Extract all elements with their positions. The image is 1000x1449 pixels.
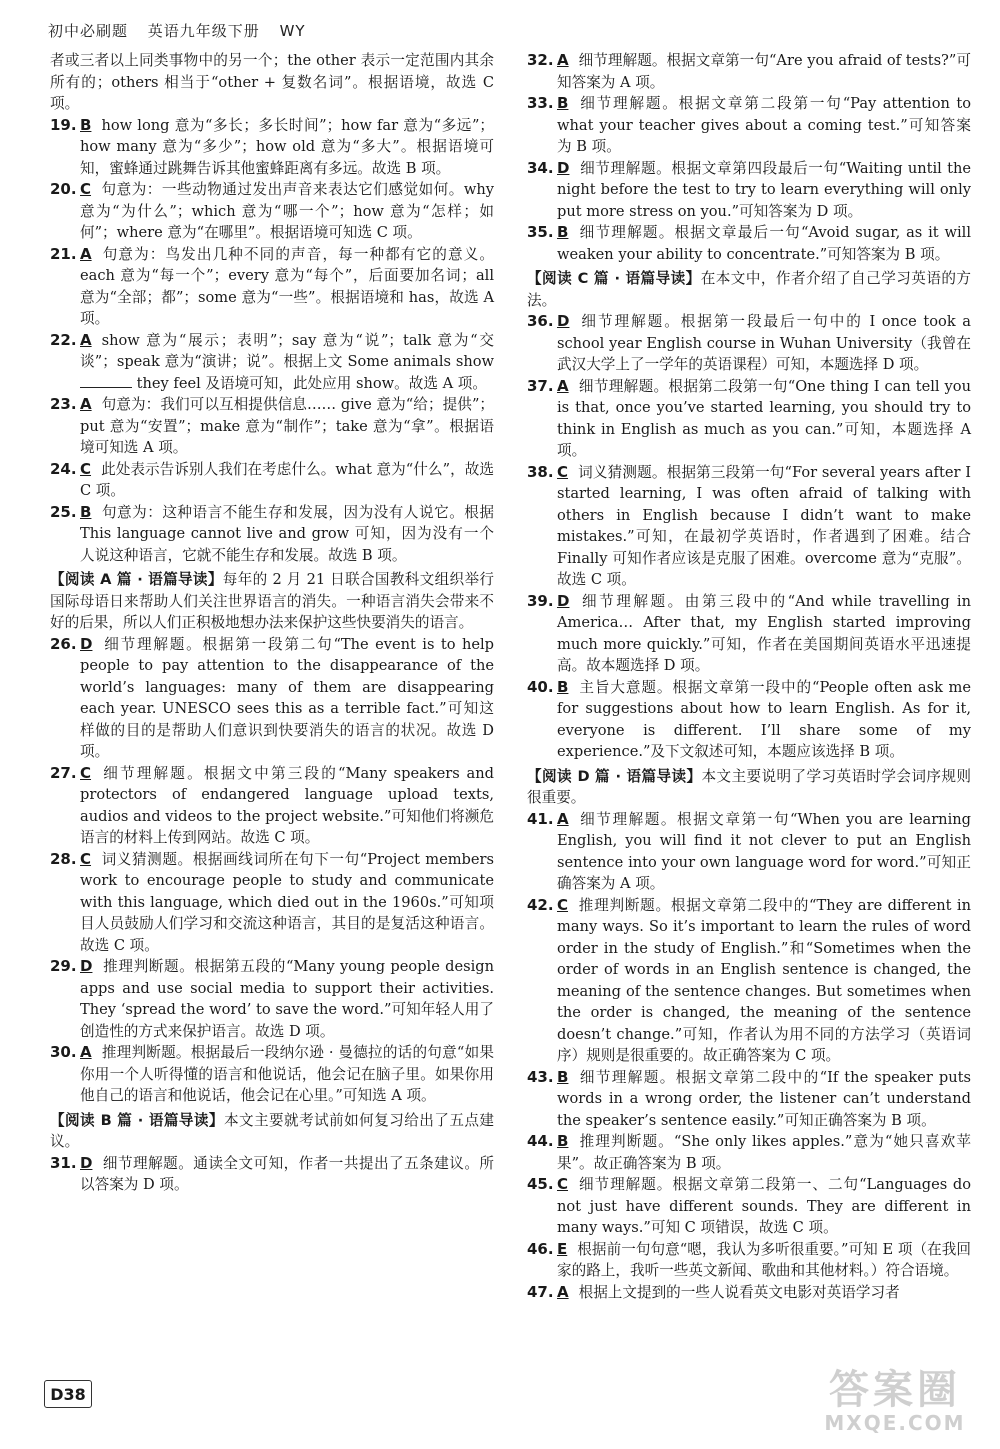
question-number: 36. — [527, 312, 554, 330]
guide-tag: 【阅读 B 篇 · 语篇导读】 — [50, 1111, 224, 1129]
question-number: 47. — [527, 1282, 554, 1301]
book-subject: 英语九年级下册 — [147, 22, 260, 40]
watermark-logo — [820, 1368, 970, 1438]
explanation-text: 句意为：鸟发出几种不同的声音，每一种都有它的意义。each 意为“每一个”；every 意为“每个”，后面要加名词；all 意为“全部；都”；some 意为“一些”。根据语境和 has，故选 A 项。 — [80, 245, 494, 327]
answer-item — [527, 1131, 971, 1174]
answer-list — [527, 311, 971, 763]
book-edition: WY — [279, 22, 306, 40]
explanation-text: 推理判断题。“She only likes apples.”意为“她只喜欢苹果”。故正确答案为 B 项。 — [557, 1133, 971, 1172]
answer-item — [50, 1042, 494, 1107]
answer-item — [527, 1282, 971, 1304]
question-number: 45. — [527, 1175, 554, 1193]
explanation-text: 细节理解题。根据文章最后一句“Avoid sugar, as it will weaken your ability to concentrate.”可知答案为 B 项。 — [557, 224, 971, 263]
answer-letter: B — [557, 1132, 569, 1150]
explanation-text: 词义猜测题。根据画线词所在句下一句“Project members work to encourage people to study and communicate with this language, which died out in the 1960s.”可知项目人员鼓励人们学习和交流这种语言，其目的是复活这种语言。故选 C 项。 — [80, 850, 494, 954]
answer-list — [527, 50, 971, 265]
question-number: 19. — [50, 115, 77, 134]
answer-letter: B — [557, 223, 569, 241]
answer-item — [527, 591, 971, 677]
answer-item — [50, 763, 494, 849]
question-number: 40. — [527, 677, 554, 696]
question-number: 31. — [50, 1153, 77, 1172]
question-number: 43. — [527, 1067, 554, 1086]
answer-letter: C — [557, 462, 569, 481]
question-number: 32. — [527, 51, 554, 69]
answer-list — [50, 1153, 494, 1196]
guide-b — [50, 1110, 494, 1153]
answer-letter: A — [557, 376, 569, 395]
explanation-text: 细节理解题。通读全文可知，作者一共提出了五条建议。所以答案为 D 项。 — [80, 1154, 494, 1193]
answer-list — [50, 115, 494, 567]
answer-item — [527, 158, 971, 223]
answer-letter: D — [557, 312, 570, 330]
answer-list — [527, 809, 971, 1304]
question-number: 42. — [527, 895, 554, 914]
answer-letter: A — [557, 1282, 569, 1301]
answer-letter: B — [557, 94, 569, 112]
explanation-text: 根据上文提到的一些人说看英文电影对英语学习者 — [578, 1283, 900, 1301]
question-number: 38. — [527, 462, 554, 481]
explanation-text: 根据前一句句意“嗯，我认为多听很重要。”可知 E 项（在我回家的路上，我听一些英文新闻、歌曲和其他材料。）符合语境。 — [557, 1240, 971, 1279]
watermark-url: MXQE.COM — [824, 1411, 966, 1435]
question-number: 39. — [527, 591, 554, 610]
explanation-text: 细节理解题。根据文章第二段中的“If the speaker puts words in a wrong order, the listener can’t understand the speaker’s sentence easily.”可知正确答案为 B 项。 — [557, 1068, 971, 1129]
answer-letter: C — [80, 180, 92, 198]
explanation-text: 句意为：这种语言不能生存和发展，因为没有人说它。根据 This language cannot live and grow 可知，因为没有一个人说这种语言，它就不能生存和发展。故选 B 项。 — [80, 503, 494, 564]
guide-text: 每年的 2 月 21 日联合国教科文组织举行国际母语日来帮助人们关注世界语言的消失。一种语言消失会带来不好的后果，所以人们正积极地想办法来保护这些快要消失的语言。 — [50, 571, 494, 631]
guide-tag: 【阅读 C 篇 · 语篇导读】 — [527, 270, 701, 287]
right-column — [527, 50, 971, 1303]
explanation-text: 细节理解题。根据文章第四段最后一句“Waiting until the night before the test to try to learn everything will only put more stress on you.”可知答案为 D 项。 — [557, 159, 971, 220]
answer-item — [50, 115, 494, 180]
explanation-text: 此处表示告诉别人我们在考虑什么。what 意为“什么”，故选 C 项。 — [80, 460, 494, 499]
answer-item — [527, 93, 971, 158]
answer-letter: D — [557, 591, 570, 610]
explanation-text: 细节理解题。根据文中第三段的“Many speakers and protectors of endangered language upload texts, audios and videos to the project website.”可知他们将濒危语言的材料上传到网站。故选 C 项。 — [80, 764, 494, 846]
answer-item — [527, 1239, 971, 1282]
answer-item — [50, 459, 494, 502]
explanation-text: 细节理解题。根据第二段第一句“One thing I can tell you is that, once you’ve started learning, you should try to think in English as much as you can.”可知，本题选择 A 项。 — [557, 377, 971, 459]
answer-item — [50, 330, 494, 395]
answer-letter: D — [557, 158, 570, 177]
guide-text: 在本文中，作者介绍了自己学习英语的方法。 — [527, 270, 971, 309]
answer-item — [527, 311, 971, 376]
question-number: 25. — [50, 502, 77, 521]
explanation-text: 词义猜测题。根据第三段第一句“For several years after I started learning, I was often afraid of talking with others in English because I didn’t want to make mistakes.”可知，在最初学英语时，作者遇到了困难。结合 Finally 可知作者应该是克服了困难。overcome 意为“克服”。故选 C 项。 — [557, 463, 971, 588]
answer-letter: E — [557, 1239, 568, 1258]
answer-letter: A — [80, 244, 92, 263]
continued-text: 者或三者以上同类事物中的另一个；the other 表示一定范围内其余所有的；others 相当于“other + 复数名词”。根据语境，故选 C 项。 — [50, 52, 494, 112]
question-number: 41. — [527, 809, 554, 828]
explanation-text: 主旨大意题。根据文章第一段中的“People often ask me for suggestions about how to learn English. As for it, everyone is different. I’ll share some of my experience.”及下文叙述可知，本题应该选择 B 项。 — [557, 678, 971, 760]
answer-item — [527, 809, 971, 895]
answer-letter: C — [80, 849, 92, 868]
question-number: 24. — [50, 459, 77, 478]
question-number: 28. — [50, 849, 77, 868]
book-series: 初中必刷题 — [48, 22, 129, 40]
explanation-text: 细节理解题。根据文章第一句“When you are learning English, you will find it not clever to put an English sentence into your own language word for word.”可知正确答案为 A 项。 — [557, 810, 971, 892]
question-number: 33. — [527, 94, 554, 112]
answer-item — [50, 502, 494, 567]
explanation-text: 推理判断题。根据第五段的“Many young people design apps and use social media to support their activities. They ‘spread the word’ to save the word.”可知年轻人用了创造性的方式来保护语言。故选 D 项。 — [80, 958, 494, 1040]
answer-letter: C — [557, 1175, 569, 1193]
answer-letter: A — [80, 330, 92, 349]
guide-a — [50, 569, 494, 634]
guide-tag: 【阅读 A 篇 · 语篇导读】 — [50, 571, 223, 588]
question-number: 29. — [50, 957, 77, 975]
question-number: 35. — [527, 223, 554, 241]
answer-letter: B — [80, 502, 92, 521]
explanation-text: 细节理解题。根据第一段最后一句中的 I once took a school year English course in Wuhan University（我曾在武汉大学上了一学年的英语课程）可知，本题选择 D 项。 — [557, 313, 971, 373]
question-number: 46. — [527, 1239, 554, 1258]
explanation-text: 句意为：一些动物通过发出声音来表达它们感觉如何。why 意为“为什么”；which 意为“哪一个”；how 意为“怎样；如何”；where 意为“在哪里”。根据语境可知选 C 项。 — [80, 181, 494, 241]
watermark-text: 答案圈 — [829, 1367, 961, 1413]
explanation-text: 细节理解题。根据文章第一句“Are you afraid of tests?”可知答案为 A 项。 — [557, 52, 971, 91]
page-number: D38 — [44, 1380, 92, 1408]
answer-letter: C — [80, 763, 92, 782]
answer-letter: A — [557, 51, 569, 69]
answer-item — [527, 376, 971, 462]
explanation-text: they feel 及语境可知，此处应用 show。故选 A 项。 — [136, 374, 487, 392]
answer-item — [50, 956, 494, 1042]
explanation-text: 推理判断题。根据最后一段纳尔逊 · 曼德拉的话的句意“如果你用一个人听得懂的语言和他说话，他会记在脑子里。如果你用他自己的语言和他说话，他会记在心里。”可知选 A 项。 — [80, 1044, 494, 1104]
answer-item — [527, 50, 971, 93]
explanation-text: 细节理解题。根据文章第二段第一、二句“Languages do not just have different sounds. They are different in many ways.”可知 C 项错误，故选 C 项。 — [557, 1176, 971, 1236]
answer-item — [50, 634, 494, 763]
explanation-text: show 意为“展示；表明”；say 意为“说”；talk 意为“交谈”；speak 意为“演讲；说”。根据上文 Some animals show — [80, 331, 494, 370]
answer-letter: D — [80, 957, 93, 975]
answer-letter: A — [80, 395, 92, 413]
answer-item — [527, 462, 971, 591]
answer-letter: C — [557, 895, 569, 914]
answer-letter: B — [80, 115, 92, 134]
explanation-text: 细节理解题。根据文章第二段第一句“Pay attention to what your teacher gives about a coming test.”可知答案为 B 项。 — [557, 95, 971, 155]
guide-c — [527, 268, 971, 311]
answer-letter: C — [80, 459, 92, 478]
question-number: 20. — [50, 180, 77, 198]
explanation-text: 细节理解题。根据第一段第二句“The event is to help people to pay attention to the disappearance of the world’s languages: many of them are disappearing each year. UNESCO sees this as a terrible fact.”可知这样做的目的是帮助人们意识到快要消失的语言的状况。故选 D 项。 — [80, 635, 494, 760]
explanation-text: 句意为：我们可以互相提供信息…… give 意为“给；提供”；put 意为“安置”；make 意为“制作”；take 意为“拿”。根据语境可知选 A 项。 — [80, 396, 494, 456]
answer-item — [50, 849, 494, 957]
answer-letter: A — [80, 1043, 92, 1061]
answer-list — [50, 634, 494, 1107]
answer-item — [50, 179, 494, 244]
question-number: 37. — [527, 376, 554, 395]
answer-item — [527, 222, 971, 265]
answer-letter: D — [80, 1153, 93, 1172]
guide-text: 本文主要就考试前如何复习给出了五点建议。 — [50, 1111, 494, 1150]
page-header — [48, 20, 960, 50]
answer-letter: B — [557, 677, 569, 696]
question-number: 23. — [50, 395, 77, 413]
answer-letter: B — [557, 1067, 569, 1086]
blank-line — [80, 387, 132, 388]
question-number: 26. — [50, 634, 77, 653]
answer-letter: A — [557, 809, 569, 828]
answer-item — [50, 244, 494, 330]
question-number: 27. — [50, 763, 77, 782]
answer-item — [527, 1067, 971, 1132]
question-number: 22. — [50, 330, 77, 349]
answer-item — [50, 1153, 494, 1196]
explanation-text: 细节理解题。由第三段中的“And while travelling in America… After that, my English started improving much more quickly.”可知，作者在美国期间英语水平迅速提高。故本题选择 D 项。 — [557, 592, 971, 674]
answer-letter: D — [80, 634, 93, 653]
guide-tag: 【阅读 D 篇 · 语篇导读】 — [527, 767, 702, 785]
left-column — [50, 50, 494, 1196]
guide-text: 本文主要说明了学习英语时学会词序规则很重要。 — [527, 767, 971, 806]
question-number: 21. — [50, 244, 77, 263]
explanation-text: 推理判断题。根据文章第二段中的“They are different in many ways. So it’s important to learn the rules of word order in the study of English.”和“Sometimes when the order of words in an English sentence is changed, the meaning of the sentence changes. But sometimes when the order is changed, the meaning of the sentence doesn’t change.”可知，作者认为用不同的方法学习（英语词序）规则是很重要的。故正确答案为 C 项。 — [557, 896, 971, 1064]
question-number: 44. — [527, 1132, 554, 1150]
question-number: 30. — [50, 1043, 77, 1061]
answer-item — [50, 394, 494, 459]
answer-item — [527, 895, 971, 1067]
answer-item — [527, 677, 971, 763]
guide-d — [527, 766, 971, 809]
question-number: 34. — [527, 158, 554, 177]
answer-item — [527, 1174, 971, 1239]
explanation-text: how long 意为“多长；多长时间”；how far 意为“多远”；how many 意为“多少”；how old 意为“多大”。根据语境可知，蜜蜂通过跳舞告诉其他蜜蜂距离有多远。故选 B 项。 — [80, 116, 494, 177]
